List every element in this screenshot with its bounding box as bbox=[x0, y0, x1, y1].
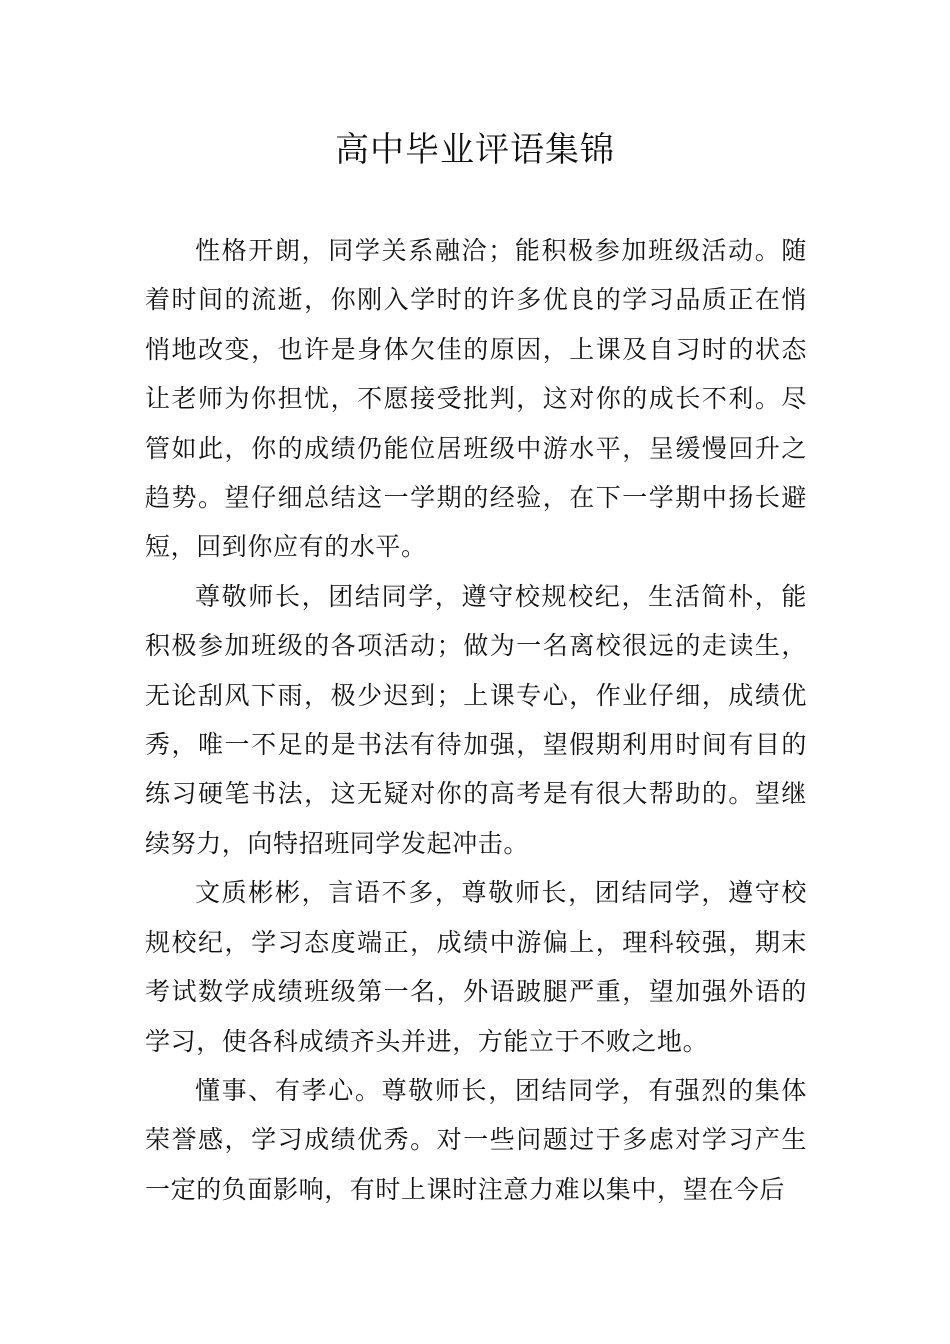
comment-paragraph-2: 尊敬师长，团结同学，遵守校规校纪，生活简朴，能积极参加班级的各项活动；做为一名离校很远的走读生，无论刮风下雨，极少迟到；上课专心，作业仔细，成绩优秀，唯一不足的是书法有待加强，望假期利用时间有目的练习硬笔书法，这无疑对你的高考是有很大帮助的。望继续努力，向特招班同学发起冲击。 bbox=[145, 581, 807, 858]
comment-paragraph-4: 懂事、有孝心。尊敬师长，团结同学，有强烈的集体荣誉感，学习成绩优秀。对一些问题过于多虑对学习产生一定的负面影响，有时上课时注意力难以集中，望在今后 bbox=[145, 1075, 807, 1204]
comment-paragraph-3: 文质彬彬，言语不多，尊敬师长，团结同学，遵守校规校纪，学习态度端正，成绩中游偏上，理科较强，期末考试数学成绩班级第一名，外语跛腿严重，望加强外语的学习，使各科成绩齐头并进，方能立于不败之地。 bbox=[145, 878, 807, 1056]
comment-paragraph-1: 性格开朗，同学关系融洽；能积极参加班级活动。随着时间的流逝，你刚入学时的许多优良的学习品质正在悄悄地改变，也许是身体欠佳的原因，上课及自习时的状态让老师为你担忧，不愿接受批判，这对你的成长不利。尽管如此，你的成绩仍能位居班级中游水平，呈缓慢回升之趋势。望仔细总结这一学期的经验，在下一学期中扬长避短，回到你应有的水平。 bbox=[145, 236, 807, 562]
document-title: 高中毕业评语集锦 bbox=[335, 130, 615, 170]
document-body bbox=[145, 226, 807, 1214]
